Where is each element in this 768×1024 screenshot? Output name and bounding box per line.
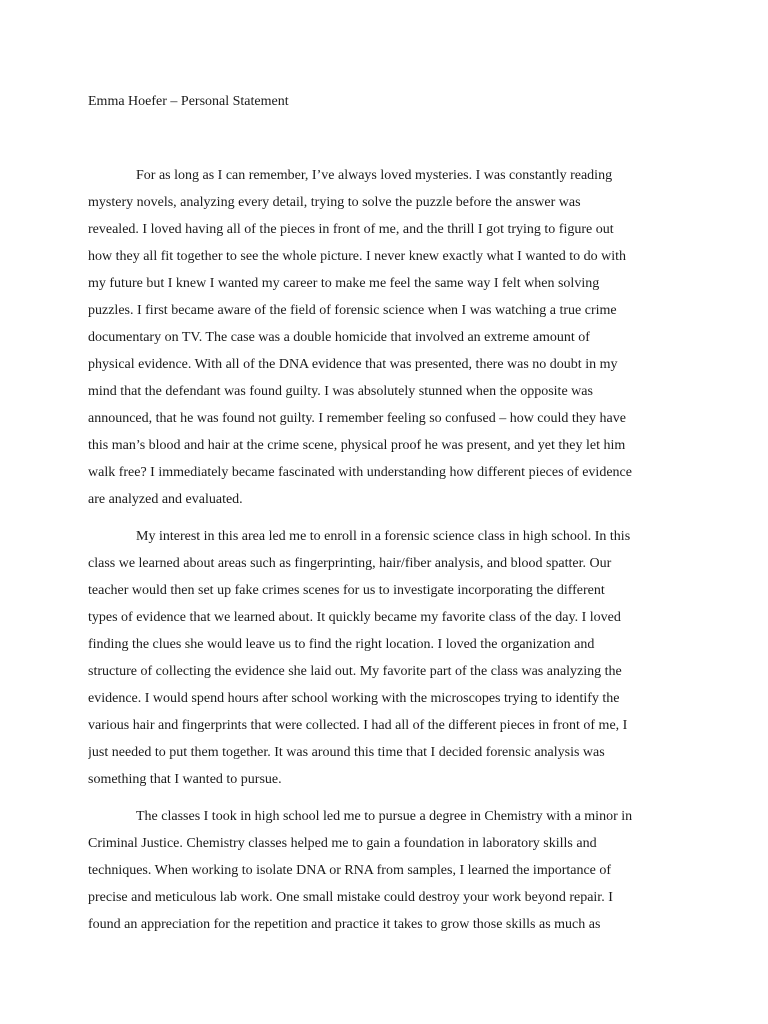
paragraph-line: announced, that he was found not guilty. I remember feeling so confused – how could they have (88, 411, 626, 426)
document-title: Emma Hoefer – Personal Statement (88, 94, 289, 109)
paragraph-1 (88, 162, 680, 513)
paragraph-line: mystery novels, analyzing every detail, trying to solve the puzzle before the answer was (88, 195, 581, 210)
paragraph-line: are analyzed and evaluated. (88, 492, 243, 507)
paragraph-line: various hair and fingerprints that were collected. I had all of the different pieces in front of me, I (88, 718, 628, 733)
paragraph-line: found an appreciation for the repetition and practice it takes to grow those skills as much as (88, 917, 601, 932)
paragraph-line: walk free? I immediately became fascinated with understanding how different pieces of evidence (88, 465, 632, 480)
paragraph-line: precise and meticulous lab work. One small mistake could destroy your work beyond repair. I (88, 890, 613, 905)
paragraph-line: puzzles. I first became aware of the field of forensic science when I was watching a true crime (88, 303, 617, 318)
paragraph-3 (88, 803, 680, 938)
paragraph-line: finding the clues she would leave us to find the right location. I loved the organization and (88, 637, 595, 652)
paragraph-line: documentary on TV. The case was a double homicide that involved an extreme amount of (88, 330, 590, 345)
paragraph-line: how they all fit together to see the whole picture. I never knew exactly what I wanted to do with (88, 249, 627, 264)
paragraph-line: My interest in this area led me to enroll in a forensic science class in high school. In this (136, 529, 631, 544)
paragraph-line: Criminal Justice. Chemistry classes helped me to gain a foundation in laboratory skills and (88, 836, 597, 851)
paragraph-line: something that I wanted to pursue. (88, 772, 282, 787)
paragraph-line: mind that the defendant was found guilty. I was absolutely stunned when the opposite was (88, 384, 593, 399)
paragraph-line: physical evidence. With all of the DNA evidence that was presented, there was no doubt in my (88, 357, 618, 372)
paragraph-line: revealed. I loved having all of the pieces in front of me, and the thrill I got trying to figure out (88, 222, 614, 237)
paragraph-2 (88, 523, 680, 793)
paragraph-line: just needed to put them together. It was around this time that I decided forensic analysis was (88, 745, 605, 760)
paragraph-line: teacher would then set up fake crimes scenes for us to investigate incorporating the different (88, 583, 605, 598)
paragraph-line: structure of collecting the evidence she laid out. My favorite part of the class was analyzing the (88, 664, 622, 679)
paragraph-line: evidence. I would spend hours after school working with the microscopes trying to identify the (88, 691, 620, 706)
paragraph-line: this man’s blood and hair at the crime scene, physical proof he was present, and yet they let him (88, 438, 626, 453)
paragraph-line: The classes I took in high school led me to pursue a degree in Chemistry with a minor in (136, 809, 633, 824)
paragraph-line: For as long as I can remember, I’ve always loved mysteries. I was constantly reading (136, 168, 613, 183)
paragraph-line: types of evidence that we learned about. It quickly became my favorite class of the day. I loved (88, 610, 621, 625)
paragraph-line: techniques. When working to isolate DNA or RNA from samples, I learned the importance of (88, 863, 612, 878)
paragraph-line: my future but I knew I wanted my career to make me feel the same way I felt when solving (88, 276, 600, 291)
paragraph-line: class we learned about areas such as fingerprinting, hair/fiber analysis, and blood spatter. Our (88, 556, 612, 571)
